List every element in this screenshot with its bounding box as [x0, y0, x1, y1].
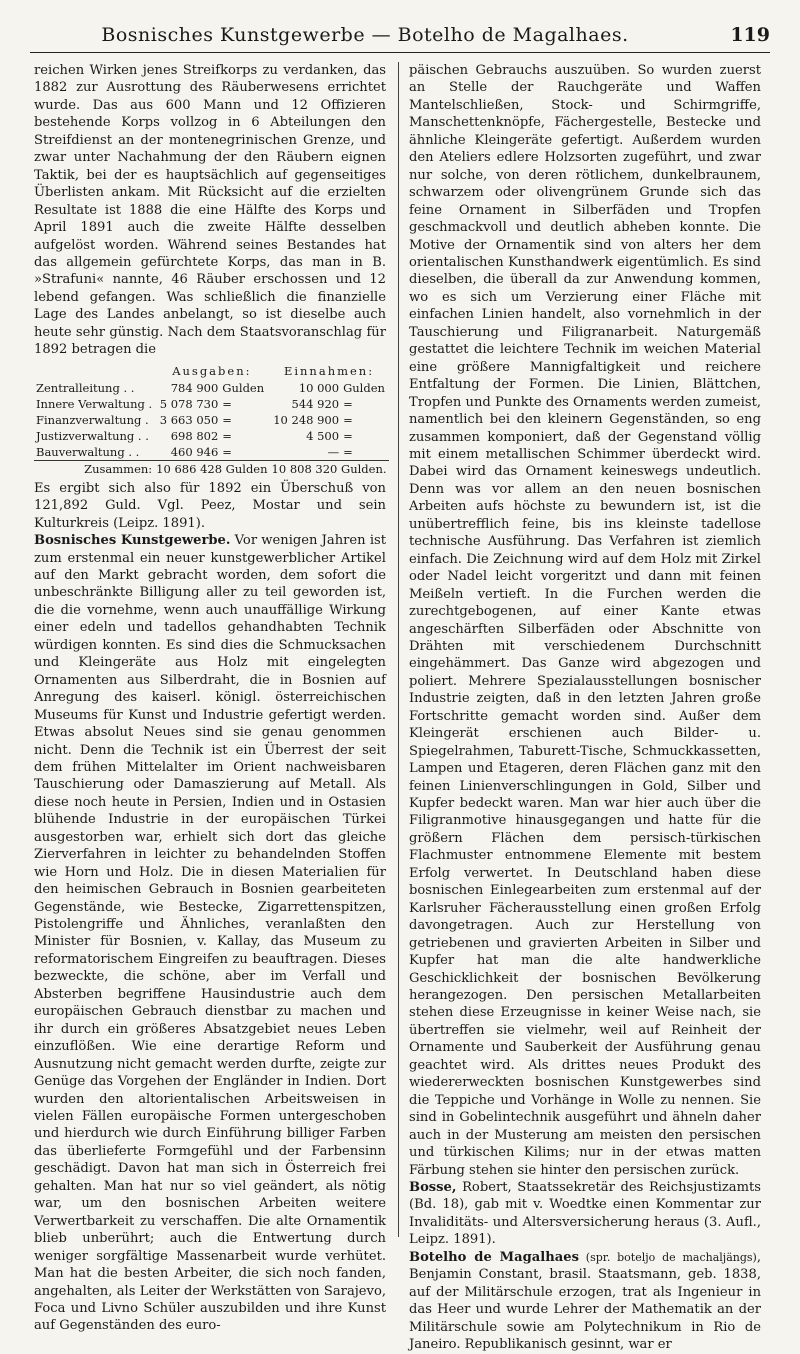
- budget-row: [34, 428, 389, 444]
- continued-paragraph: päischen Gebrauchs auszuüben. So wurden zuerst an Stelle der Rauchgeräte und Waffen Mantelschließen, Stock- und Schirmgriffe, Manschettenknöpfe, Fächergestelle, Bestecke und ähnliche Kleingeräte gefertigt. Außerdem wurden den Ateliers edlere Holzsorten zugeführt, und zwar nur solche, von deren rötlichem, dunkelbraunem, schwarzem oder olivengrünem Grunde sich das feine Ornament in Silberfäden und Tropfen geschmackvoll und deutlich abheben konnte. Die Motive der Ornamentik sind von alters her dem orientalischen Kunsthandwerk eigentümlich. Es sind dieselben, die überall da zur Anwendung kommen, wo es sich um Verzierung einer Fläche mit einfachen Linien handelt, also vornehmlich in der Tauschierung und Filigranarbeit. Naturgemäß gestattet die leichtere Technik im weichen Material eine größere Mannigfaltigkeit und reichere Entfaltung der Formen. Die Linien, Blättchen, Tropfen und Punkte des Ornaments werden zumeist, namentlich bei den kleinern Gegenständen, so eng zusammen komponiert, daß der Gegenstand völlig mit einem metallischen Schimmer überdeckt wird. Dabei wird das Ornament keineswegs undeutlich. Denn was vor allem an den neuen bosnischen Arbeiten aufs höchste zu bewundern ist, ist die unübertrefflich feine, bis ins kleinste tadellose technische Ausführung. Das Verfahren ist ziemlich einfach. Die Zeichnung wird auf dem Holz mit Zirkel oder Nadel leicht vorgeritzt und dann mit feinen Meißeln vertieft. In die Furchen werden die zurechtgebogenen, auf einer Kante etwas angeschärften Silberfäden oder Abschnitte von Drähten mit verschiedenem Durchschnitt eingehämmert. Das Ganze wird abgezogen und poliert. Mehrere Spezialausstellungen bosnischer Industrie zeigten, daß in den letzten Jahren große Fortschritte gemacht worden sind. Außer dem Kleingerät erschienen auch Bilder- u. Spiegelrahmen, Taburett-Tische, Schmuckkassetten, Lampen und Etageren, deren Flächen ganz mit den feinen Linienverschlingungen in Gold, Silber und Kupfer bedeckt waren. Man war hier auch über die Filigranmotive hinausgegangen und hatte für die größern Flächen dem persisch-türkischen Flachmuster entnommene Elemente mit bestem Erfolg verwertet. In Deutschland haben diese bosnischen Einlegearbeiten zum erstenmal auf der Karlsruher Fächerausstellung einen großen Erfolg davongetragen. Auch zur Herstellung von getriebenen und gravierten Arbeiten in Silber und Kupfer hat man die alte handwerkliche Geschicklichkeit der bosnischen Bevölkerung herangezogen. Den persischen Metallarbeiten stehen diese Erzeugnisse in keiner Weise nach, sie übertreffen sie vielmehr, weil auf Reinheit der Ornamente und Sauberkeit der Ausführung genau geachtet wird. Als drittes neues Produkt des wiedererweckten bosnischen Kunstgewerbes sind die Teppiche und Vorhänge in Wolle zu nennen. Sie sind in Gobelintechnik ausgeführt und ähneln daher auch in der Musterung am meisten den persischen und türkischen Kilims; nur in der etwas matten Färbung stehen sie hinter den persischen zurück.: [409, 63, 761, 1178]
- budget-ditto: =: [222, 396, 232, 411]
- budget-revenue: 10 000: [298, 380, 340, 395]
- budget-revenue: 4 500: [306, 428, 340, 443]
- budget-row: [34, 396, 389, 412]
- budget-head-revenue: Einnahmen:: [283, 363, 375, 378]
- entry-headword: Bosnisches Kunstgewerbe.: [34, 533, 231, 549]
- continued-paragraph: reichen Wirken jenes Streifkorps zu verdanken, das 1882 zur Ausrottung des Räuberwesens errichtet wurde. Das aus 600 Mann und 12 Offizieren bestehende Korps vollzog in 6 Abteilungen den Streifdienst an der montenegrinischen Grenze, und zwar unter Nachahmung der den Räubern eignen Taktik, bei der es hauptsächlich auf gegenseitiges Überlisten ankam. Mit Rücksicht auf die erzielten Resultate ist 1888 die eine Hälfte des Korps und April 1891 auch die zweite Hälfte desselben aufgelöst worden. Während seines Bestandes hat das allgemein gefürchtete Korps, das man in B. »Strafuni« nannte, 46 Räuber erschossen und 12 lebend gefangen. Was schließlich die finanzielle Lage des Landes anbelangt, so ist dieselbe auch heute sehr günstig. Nach dem Staatsvoranschlag für 1892 betragen die: [34, 63, 386, 358]
- budget-revenue: 10 248 900: [273, 412, 340, 427]
- budget-expenditure: 698 802: [170, 428, 219, 443]
- budget-revenue: —: [327, 444, 340, 459]
- budget-ditto: =: [222, 444, 232, 459]
- entry-headword: Bosse,: [409, 1180, 457, 1195]
- budget-ditto: =: [343, 412, 353, 427]
- budget-row-label: Finanzverwaltung .: [36, 412, 149, 427]
- budget-expenditure: 784 900: [170, 380, 219, 395]
- entry-body: Vor wenigen Jahren ist zum erstenmal ein neuer kunstgewerblicher Artikel auf den Markt gebracht worden, dem sofort die unbeschränkte Billigung aller zu teil geworden ist, die die vornehme, wenn auch unauffällige Wirkung einer edeln und tadellos gehandhabten Technik würdigen konnten. Es sind dies die Schmucksachen und Kleingeräte aus Holz mit eingelegten Ornamenten aus Silberdraht, die in Bosnien auf Anregung des kaiserl. königl. österreichischen Museums für Kunst und Industrie gefertigt werden. Etwas absolut Neues sind sie genau genommen nicht. Denn die Technik ist ein Überrest der seit dem frühen Mittelalter im Orient nachweisbaren Tauschierung oder Damaszierung auf Metall. Als diese noch heute in Persien, Indien und in Ostasien blühende Industrie in der europäischen Türkei ausgestorben war, erhielt sich dort das gleiche Zierverfahren in leichter zu behandelnden Stoffen wie Horn und Holz. Die in diesen Materialien für den heimischen Gebrauch in Bosnien gearbeiteten Gegenstände, wie Bestecke, Zigarrettenspitzen, Pistolengriffe und Ähnliches, veranlaßten den Minister für Bosnien, v. Kallay, das Museum zu reformatorischem Eingreifen zu beauftragen. Dieses bezweckte, die schöne, aber im Verfall und Absterben begriffene Hausindustrie auch dem europäischen Gebrauch dienstbar zu machen und ihr durch ein größeres Absatzgebiet neues Leben einzuflößen. Wie eine derartige Reform und Ausnutzung nicht gemacht werden durfte, zeigte zur Genüge das Vorgehen der Engländer in Indien. Dort wurden den altorientalischen Arbeitsweisen in vielen Fällen europäische Formen untergeschoben und hierdurch wie durch Einführung billiger Farben das überlieferte Formgefühl und der Farbensinn geschädigt. Davon hat man sich in Österreich frei gehalten. Man hat nur so viel geändert, als nötig war, um den bosnischen Arbeiten weitere Verwertbarkeit zu verschaffen. Die alte Ornamentik blieb unberührt; auch die Entwertung durch weniger sorgfältige Massenarbeit wurde verhütet. Man hat die besten Arbeiter, die sich noch fanden, angehalten, als Leiter der Werkstätten von Sarajevo, Foca und Livno Schüler auszubilden und ihre Kunst auf Gegenständen des euro-: [34, 533, 386, 1334]
- left-column: [34, 62, 386, 1335]
- pronunciation-note: (spr. boteljo de machaljängs): [578, 1250, 757, 1264]
- budget-total-row: [34, 460, 389, 477]
- budget-row: [34, 380, 389, 396]
- budget-total-revenue: 10 808 320 Gulden.: [271, 461, 387, 476]
- budget-header-row: [34, 362, 389, 380]
- budget-ditto: =: [343, 444, 353, 459]
- page-number: 119: [730, 24, 770, 46]
- budget-unit: Gulden: [222, 380, 265, 395]
- running-head: [30, 24, 770, 53]
- entry-body: , Benjamin Constant, brasil. Staatsmann, geb. 1838, auf der Militärschule erzogen, trat als Ingenieur in das Heer und wurde Lehrer der Mathematik an der Militärschule sowie am Polytechnikum in Rio de Janeiro. Republikanisch gesinnt, war er: [409, 1249, 761, 1353]
- budget-expenditure: 460 946: [170, 444, 219, 459]
- entry-headword: Botelho de Magalhaes: [409, 1249, 579, 1265]
- budget-revenue: 544 920: [291, 396, 340, 411]
- budget-total-expenditure: 10 686 428 Gulden: [156, 461, 268, 476]
- budget-row-label: Zentralleitung . .: [36, 380, 135, 395]
- surplus-paragraph: Es ergibt sich also für 1892 ein Überschuß von 121,892 Guld. Vgl. Peez, Mostar und sein Kulturkreis (Leipz. 1891).: [34, 480, 386, 531]
- budget-ditto: =: [222, 428, 232, 443]
- budget-row: [34, 444, 389, 461]
- right-column: [409, 62, 761, 1354]
- budget-unit: Gulden: [343, 380, 385, 395]
- entry-botelho-de-magalhaes: [409, 1249, 761, 1354]
- entry-bosse: [409, 1179, 761, 1249]
- entry-body: Robert, Staatssekretär des Reichsjustizamts (Bd. 18), gab mit v. Woedtke einen Kommentar zur Invaliditäts- und Altersversicherung heraus (3. Aufl., Leipz. 1891).: [409, 1180, 761, 1248]
- budget-expenditure: 3 663 050: [159, 412, 219, 427]
- budget-row-label: Innere Verwaltung .: [36, 396, 153, 411]
- budget-row: [34, 412, 389, 428]
- budget-table: [34, 362, 389, 477]
- budget-ditto: =: [343, 428, 353, 443]
- entry-bosnisches-kunstgewerbe: [34, 532, 386, 1335]
- budget-head-expenditure: Ausgaben:: [172, 363, 252, 378]
- budget-total-label: Zusammen:: [34, 460, 154, 477]
- budget-ditto: =: [343, 396, 353, 411]
- running-title: Bosnisches Kunstgewerbe — Botelho de Magalhaes.: [101, 24, 629, 46]
- budget-ditto: =: [222, 412, 232, 427]
- budget-expenditure: 5 078 730: [159, 396, 219, 411]
- budget-row-label: Justizverwaltung . .: [36, 428, 149, 443]
- column-divider: [398, 62, 399, 1237]
- budget-row-label: Bauverwaltung . .: [36, 444, 140, 459]
